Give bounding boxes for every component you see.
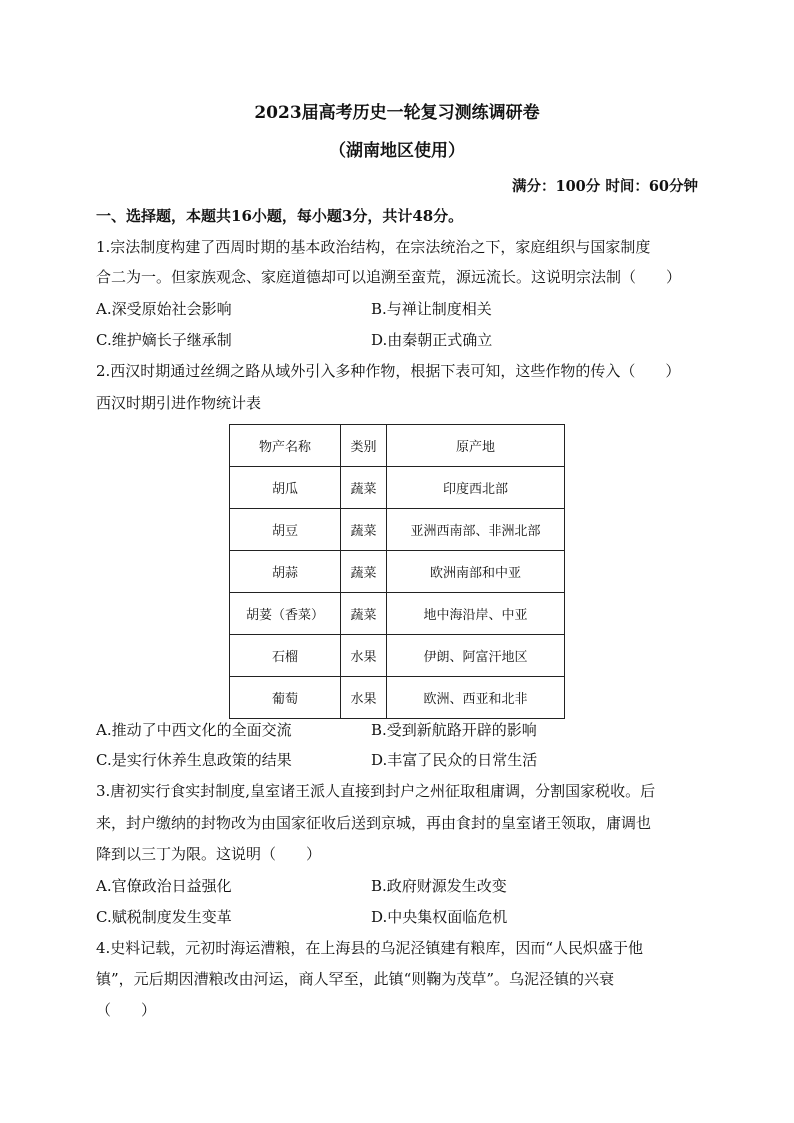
table-cell: 胡豆 xyxy=(230,509,341,551)
table-header-row xyxy=(230,425,565,467)
exam-meta: 满分：100分 时间：60分钟 xyxy=(512,178,698,195)
table-cell: 水果 xyxy=(341,677,387,719)
q4-stem-line3: （ ） xyxy=(96,1001,157,1019)
table-header-cell: 原产地 xyxy=(387,425,565,467)
q2-stem-line1: 2.西汉时期通过丝绸之路从域外引入多种作物，根据下表可知，这些作物的传入（ ） xyxy=(96,362,681,380)
table-cell: 胡荽（香菜） xyxy=(230,593,341,635)
q3-option-c: C.赋税制度发生变革 xyxy=(96,908,232,926)
table-row xyxy=(230,677,565,719)
q1-stem-line1: 1.宗法制度构建了西周时期的基本政治结构，在宗法统治之下，家庭组织与国家制度 xyxy=(96,238,651,256)
q1-option-a: A.深受原始社会影响 xyxy=(96,300,232,318)
table-caption: 西汉时期引进作物统计表 xyxy=(96,394,262,412)
table-cell: 胡蒜 xyxy=(230,551,341,593)
q1-option-d: D.由秦朝正式确立 xyxy=(371,331,493,349)
table-row xyxy=(230,467,565,509)
table-cell: 亚洲西南部、非洲北部 xyxy=(387,509,565,551)
table-row xyxy=(230,509,565,551)
q2-option-a: A.推动了中西文化的全面交流 xyxy=(96,721,292,739)
table-row xyxy=(230,593,565,635)
exam-title: 2023届高考历史一轮复习测练调研卷 xyxy=(254,103,540,123)
table-cell: 葡萄 xyxy=(230,677,341,719)
table-cell: 蔬菜 xyxy=(341,551,387,593)
q3-option-d: D.中央集权面临危机 xyxy=(371,908,508,926)
table-cell: 蔬菜 xyxy=(341,509,387,551)
exam-subtitle: （湖南地区使用） xyxy=(329,141,465,161)
crops-table xyxy=(229,424,565,719)
q3-option-b: B.政府财源发生改变 xyxy=(371,877,507,895)
table-cell: 蔬菜 xyxy=(341,593,387,635)
q3-stem-line1: 3.唐初实行食实封制度,皇室诸王派人直接到封户之州征取租庸调，分割国家税收。后 xyxy=(96,782,656,800)
table-cell: 水果 xyxy=(341,635,387,677)
table-cell: 欧洲、西亚和北非 xyxy=(387,677,565,719)
q2-option-c: C.是实行休养生息政策的结果 xyxy=(96,751,292,769)
q3-option-a: A.官僚政治日益强化 xyxy=(96,877,232,895)
table-cell: 蔬菜 xyxy=(341,467,387,509)
table-header-cell: 类别 xyxy=(341,425,387,467)
q2-option-d: D.丰富了民众的日常生活 xyxy=(371,751,538,769)
table-cell: 石榴 xyxy=(230,635,341,677)
q3-stem-line3: 降到以三丁为限。这说明（ ） xyxy=(96,845,322,863)
table-cell: 印度西北部 xyxy=(387,467,565,509)
q1-option-b: B.与禅让制度相关 xyxy=(371,300,492,318)
q3-stem-line2: 来，封户缴纳的封物改为由国家征收后送到京城，再由食封的皇室诸王领取，庸调也 xyxy=(96,814,652,832)
table-cell: 欧洲南部和中亚 xyxy=(387,551,565,593)
table-cell: 伊朗、阿富汗地区 xyxy=(387,635,565,677)
table-row xyxy=(230,635,565,677)
q1-option-c: C.维护嫡长子继承制 xyxy=(96,331,232,349)
table-header-cell: 物产名称 xyxy=(230,425,341,467)
q4-stem-line1: 4.史料记载，元初时海运漕粮，在上海县的乌泥泾镇建有粮库，因而“人民炽盛于他 xyxy=(96,939,643,957)
section-heading: 一、选择题，本题共16小题，每小题3分，共计48分。 xyxy=(96,207,464,225)
table-cell: 地中海沿岸、中亚 xyxy=(387,593,565,635)
table-cell: 胡瓜 xyxy=(230,467,341,509)
q2-option-b: B.受到新航路开辟的影响 xyxy=(371,721,537,739)
q1-stem-line2: 合二为一。但家族观念、家庭道德却可以追溯至蛮荒，源远流长。这说明宗法制（ ） xyxy=(96,268,682,286)
q4-stem-line2: 镇”，元后期因漕粮改由河运，商人罕至，此镇“则鞠为茂草”。乌泥泾镇的兴衰 xyxy=(96,970,615,988)
table-row xyxy=(230,551,565,593)
